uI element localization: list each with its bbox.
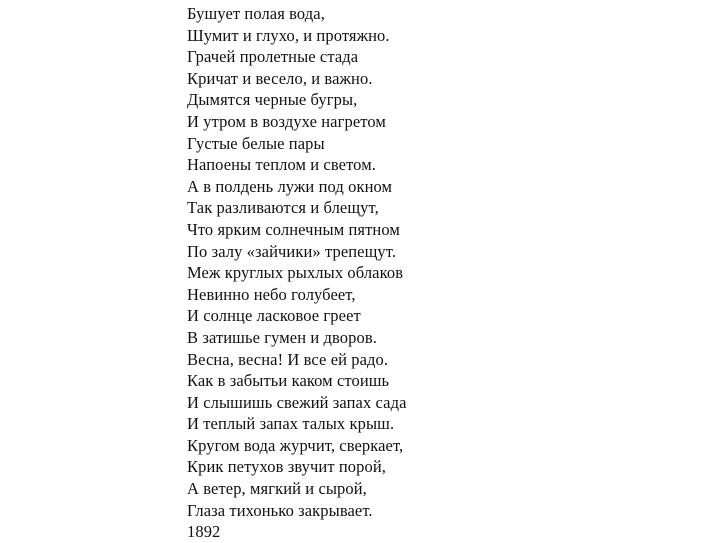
poem-line: Глаза тихонько закрывает. bbox=[187, 500, 373, 520]
poem-line: В затишье гумен и дворов. bbox=[187, 327, 377, 347]
poem-line: И теплый запах талых крыш. bbox=[187, 414, 395, 434]
poem-line: Бушует полая вода, bbox=[187, 4, 325, 23]
poem-line: Как в забытьи каком стоишь bbox=[187, 371, 390, 391]
poem-line: Густые белые пары bbox=[187, 133, 325, 153]
poem-line: Так разливаются и блещут, bbox=[187, 198, 379, 218]
poem-line: Грачей пролетные стада bbox=[187, 47, 359, 67]
poem-line: Кричат и весело, и важно. bbox=[187, 68, 373, 88]
poem-line: А ветер, мягкий и сырой, bbox=[187, 479, 367, 499]
poem-line: Дымятся черные бугры, bbox=[187, 90, 358, 110]
poem-line: Меж круглых рыхлых облаков bbox=[187, 263, 404, 283]
poem-year: 1892 bbox=[187, 522, 221, 542]
poem-line: Шумит и глухо, и протяжно. bbox=[187, 25, 390, 45]
poem-line: И слышишь свежий запах сада bbox=[187, 392, 407, 412]
poem-line: Крик петухов звучит порой, bbox=[187, 457, 387, 477]
poem-text bbox=[187, 3, 407, 543]
poem-line: Что ярким солнечным пятном bbox=[187, 219, 400, 239]
poem-line: Напоены теплом и светом. bbox=[187, 155, 376, 175]
poem-line: Весна, весна! И все ей радо. bbox=[187, 349, 389, 369]
poem-line: А в полдень лужи под окном bbox=[187, 176, 393, 196]
poem-line: И солнце ласковое греет bbox=[187, 306, 361, 326]
poem-line: По залу «зайчики» трепещут. bbox=[187, 241, 397, 261]
poem-line: И утром в воздухе нагретом bbox=[187, 111, 386, 131]
poem-line: Кругом вода журчит, сверкает, bbox=[187, 435, 404, 455]
poem-line: Невинно небо голубеет, bbox=[187, 284, 356, 304]
